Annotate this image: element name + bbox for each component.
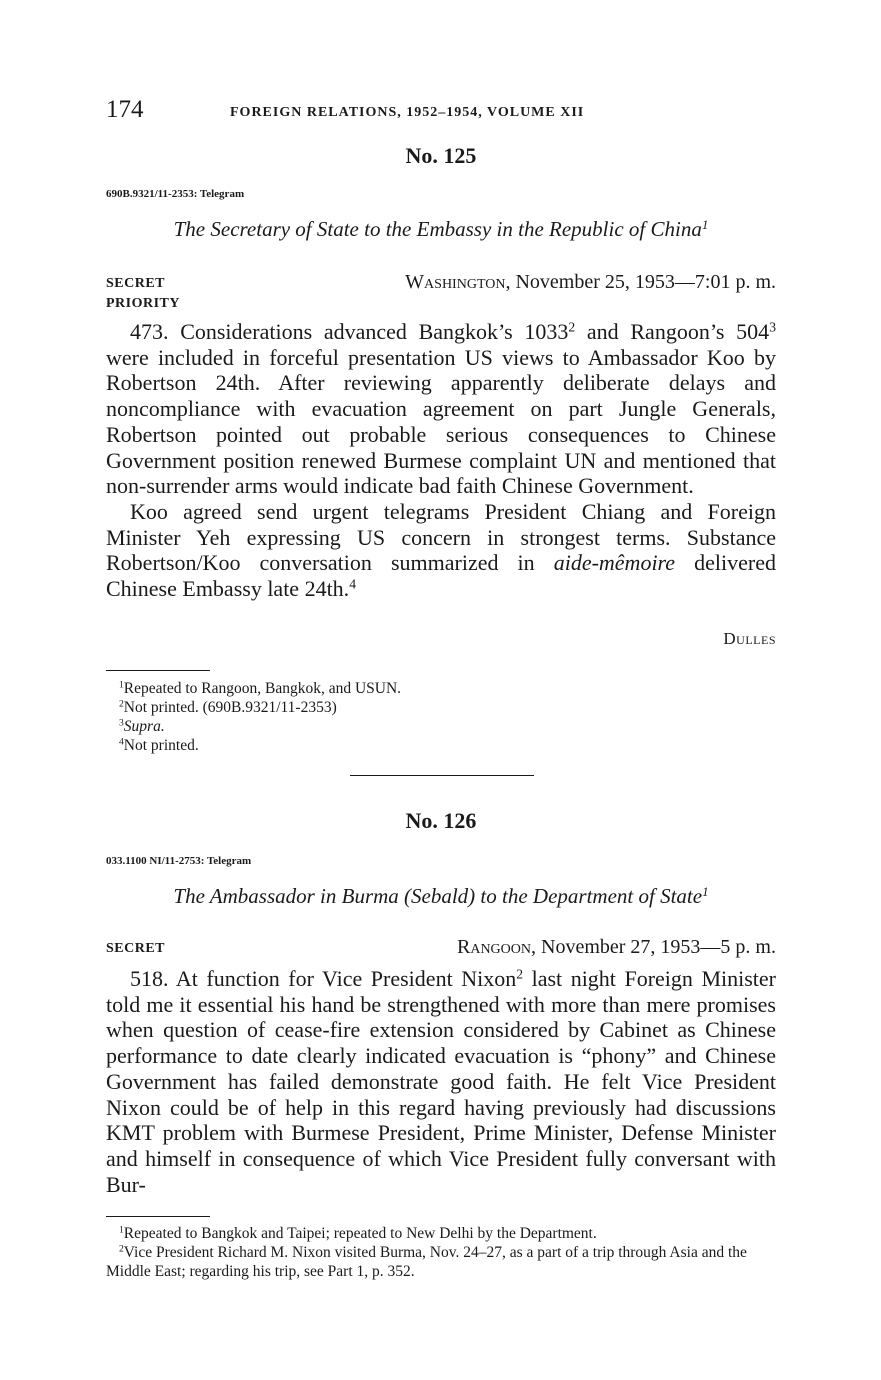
file-reference: 690B.9321/11-2353: Telegram <box>106 188 245 200</box>
dateline <box>457 936 776 959</box>
section-divider <box>350 775 534 776</box>
footnote: $^1$Repeated to Rangoon, Bangkok, and USUN. <box>119 679 402 697</box>
telegram-body <box>106 319 776 602</box>
footnote-marker: 1 <box>701 216 709 232</box>
footnote-marker: 2 <box>516 966 524 982</box>
document-number: No. 126 <box>405 808 477 833</box>
dateline <box>405 271 776 294</box>
paragraph: 518. At function for Vice President Nixon$^2$ last night Foreign Minister told me it essential his hand be strengthened with more than mere promises when question of cease-fire extension considered by Cabinet as Chinese performance to date clearly indicated evacuation is “phony” and Chinese Government has failed demonstrate good faith. He felt Vice President Nixon could be of help in this regard having previously had discussions KMT problem with Burmese President, Prime Minister, Defense Minister and himself in consequence of which Vice President fully conversant with Bur- <box>106 966 776 1197</box>
footnote-marker: 3 <box>769 319 776 335</box>
paragraph: 473. Considerations advanced Bangkok’s 1033$^2$ and Rangoon’s $504^3$ were included in forceful presentation US views to Ambassador Koo by Robertson 24th. After reviewing apparently deliberate delays and noncompliance with evacuation agreement on part Jungle Generals, Robertson pointed out probable serious consequences to Chinese Government position renewed Burmese complaint UN and mentioned that non-surrender arms would indicate bad faith Chinese Government. <box>106 319 776 499</box>
footnote: $^2$Vice President Richard M. Nixon visited Burma, Nov. 24–27, as a part of a trip through Asia and the Middle East; regarding his trip, see Part 1, p. 352. <box>106 1243 747 1280</box>
page-number: 174 <box>106 96 144 123</box>
document-title: The Ambassador in Burma (Sebald) to the Department of State$^1$ <box>173 883 709 908</box>
footnotes <box>106 679 776 755</box>
footnotes <box>106 1224 776 1281</box>
footnote-marker: 1 <box>702 883 709 899</box>
telegram-body <box>106 966 776 1197</box>
document-title: The Secretary of State to the Embassy in the Republic of China$^1$ <box>173 216 709 241</box>
footnote: $^1$Repeated to Bangkok and Taipei; repeated to New Delhi by the Department. <box>119 1224 597 1242</box>
footnote-divider <box>106 670 210 671</box>
place: Rangoon, <box>457 936 537 958</box>
page-header <box>106 96 776 126</box>
footnote-marker: 4 <box>349 576 356 592</box>
precedence: PRIORITY <box>106 296 181 311</box>
date: November 27, 1953—5 p. m. <box>541 936 776 958</box>
date: November 25, 1953—7:01 p. m. <box>515 271 776 293</box>
file-reference: 033.1100 NI/11-2753: Telegram <box>106 855 252 867</box>
document-number: No. 125 <box>405 143 477 168</box>
footnote: $^4$Not printed. <box>119 736 199 754</box>
signature: Dulles <box>723 629 776 648</box>
footnote: $^3$Supra. <box>119 717 165 735</box>
place: Washington, <box>405 271 511 293</box>
paragraph: Koo agreed send urgent telegrams President Chiang and Foreign Minister Yeh expressing US concern in strongest terms. Substance Robertson/Koo conversation summarized in aide-mêmoire delivered Chinese Embassy late 24th.$^4$ <box>106 498 776 602</box>
footnote-divider <box>106 1216 210 1217</box>
classification: SECRET <box>106 276 166 291</box>
footnote-marker: 2 <box>568 319 576 335</box>
classification: SECRET <box>106 941 166 956</box>
running-head: FOREIGN RELATIONS, 1952–1954, VOLUME XII <box>230 105 585 120</box>
footnote: $^2$Not printed. (690B.9321/11-2353) <box>119 698 337 716</box>
